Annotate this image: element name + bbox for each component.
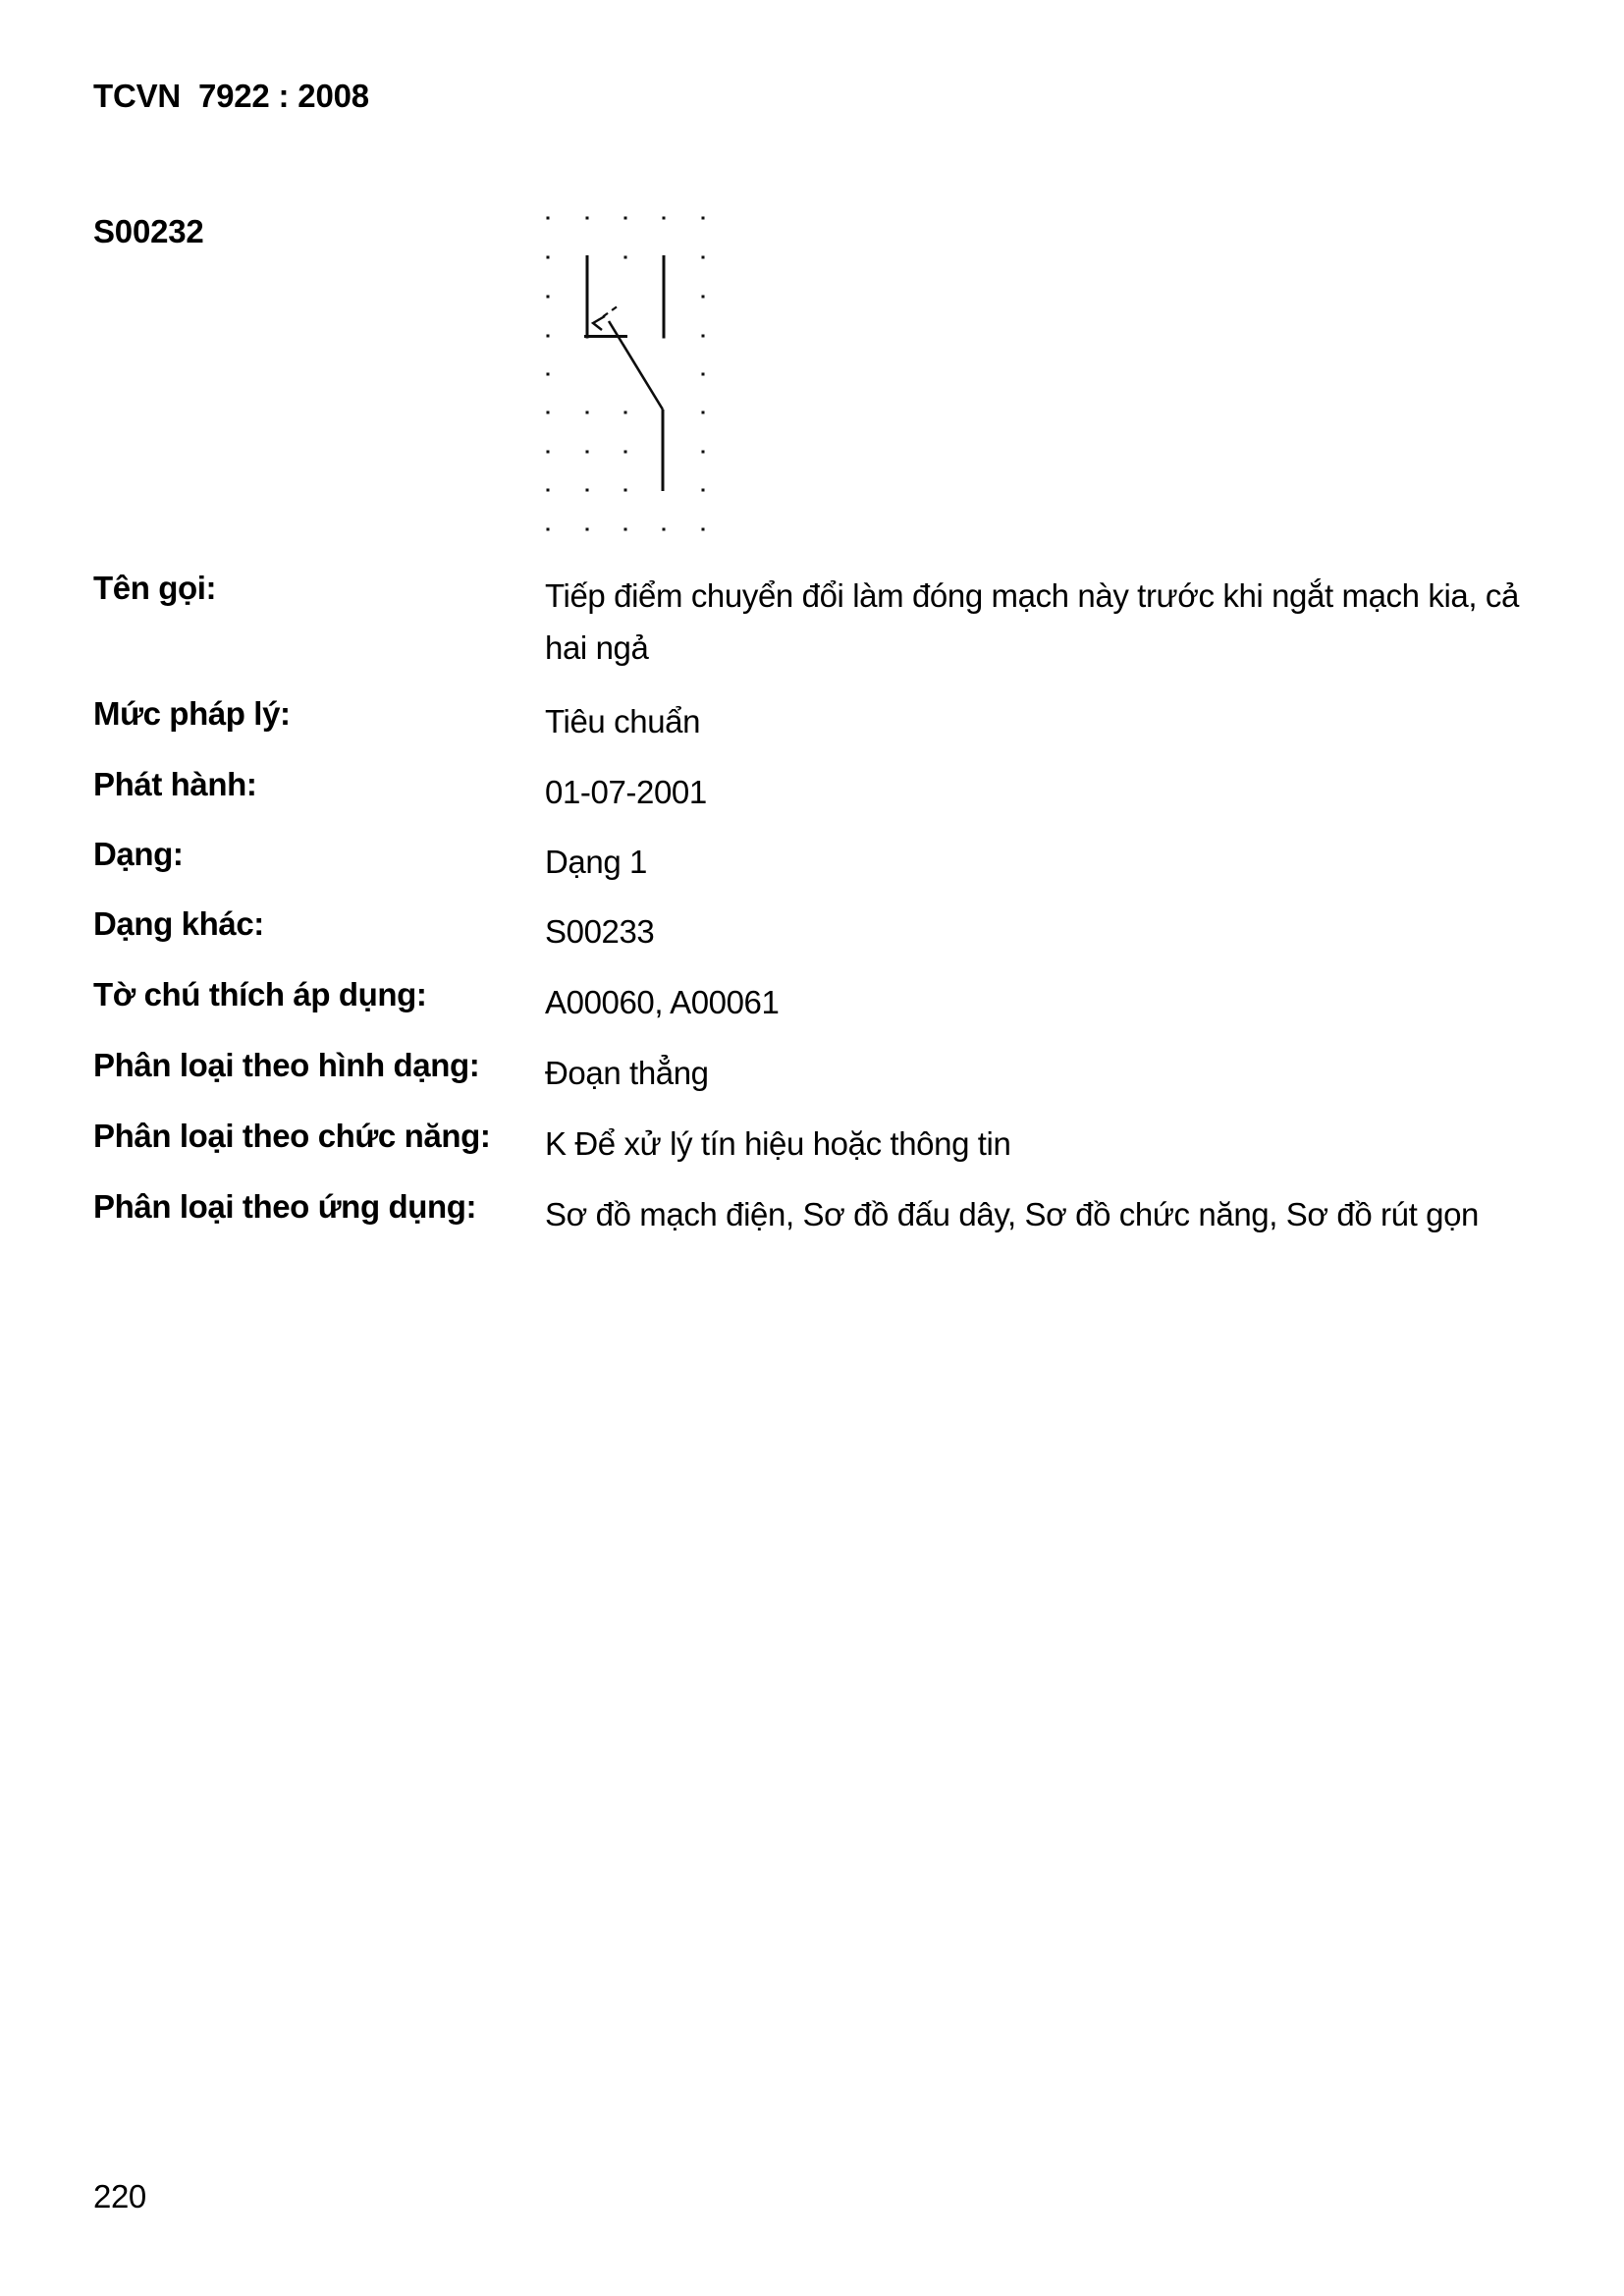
info-row-label: Dạng: xyxy=(93,836,184,872)
info-row-value-line: A00060, A00061 xyxy=(545,984,780,1020)
info-row-label: Phát hành: xyxy=(93,766,257,802)
info-row-value-line: Tiêu chuẩn xyxy=(545,703,701,739)
info-row-value-line: S00233 xyxy=(545,913,655,950)
page-title: TCVN 7922 : 2008 xyxy=(93,78,369,114)
info-row-label: Phân loại theo hình dạng: xyxy=(93,1047,480,1083)
info-row-value-line: Đoạn thẳng xyxy=(545,1055,709,1091)
info-row-label: Tên gọi: xyxy=(93,570,217,606)
info-row-label: Mức pháp lý: xyxy=(93,695,291,732)
info-row-value xyxy=(545,1118,1010,1170)
info-row-value xyxy=(545,836,647,888)
info-row-value-line: Sơ đồ mạch điện, Sơ đồ đấu dây, Sơ đồ chức năng, Sơ đồ rút gọn xyxy=(545,1196,1479,1232)
info-row-label: Tờ chú thích áp dụng: xyxy=(93,976,427,1012)
info-row-value-line: Dạng 1 xyxy=(545,844,648,880)
info-row-value-line: Tiếp điểm chuyển đổi làm đóng mạch này trước khi ngắt mạch kia, cả xyxy=(545,577,1519,614)
symbol-id: S00232 xyxy=(93,213,204,249)
info-row-value xyxy=(545,570,1519,674)
info-row-label: Phân loại theo ứng dụng: xyxy=(93,1188,477,1225)
info-row-value xyxy=(545,766,707,818)
info-row-value xyxy=(545,976,779,1028)
info-row-value xyxy=(545,1188,1479,1240)
info-row-value xyxy=(545,905,654,957)
info-row-value xyxy=(545,695,700,747)
info-row-value-line: hai ngả xyxy=(545,629,649,666)
info-row-label: Dạng khác: xyxy=(93,905,264,942)
info-row-value-line: 01-07-2001 xyxy=(545,774,707,810)
info-row-value-line: K Để xử lý tín hiệu hoặc thông tin xyxy=(545,1125,1011,1162)
info-row-value xyxy=(545,1047,709,1099)
info-row-label: Phân loại theo chức năng: xyxy=(93,1118,491,1154)
page-number: 220 xyxy=(93,2178,146,2214)
